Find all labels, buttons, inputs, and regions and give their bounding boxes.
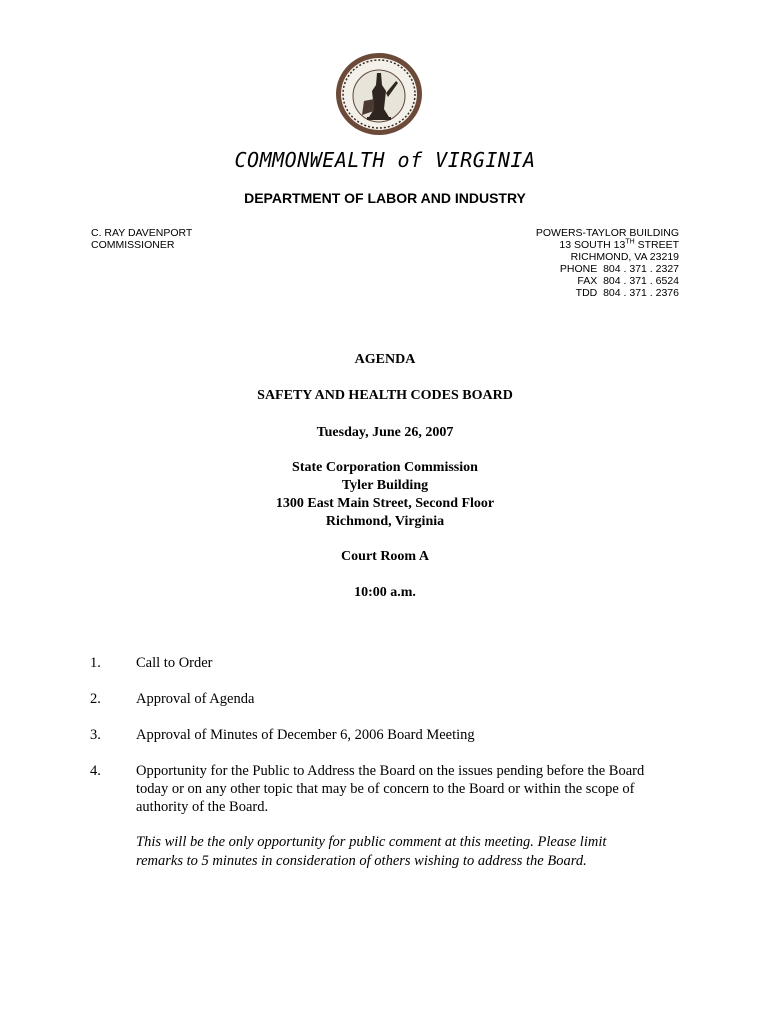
- agenda-item-text: Approval of Agenda: [136, 691, 255, 707]
- agenda-item-number: 1.: [90, 655, 101, 671]
- agenda-item-text: Opportunity for the Public to Address the Board on the issues pending before the Board today or on any other topic that may be of concern to the Board or within the scope of authority of the Board.: [136, 763, 645, 815]
- agenda-item-number: 4.: [90, 763, 101, 779]
- location-line: Richmond, Virginia: [325, 514, 445, 529]
- agenda-item-text: Call to Order: [136, 655, 213, 671]
- address-city: RICHMOND, VA 23219: [570, 251, 679, 263]
- meeting-room: Court Room A: [341, 549, 429, 564]
- commissioner-block: [91, 227, 192, 251]
- department-name: DEPARTMENT OF LABOR AND INDUSTRY: [244, 190, 526, 206]
- address-phone: PHONE 804 . 371 . 2327: [559, 263, 679, 275]
- agenda-item-number: 2.: [90, 691, 101, 707]
- street-name: STREET: [634, 239, 679, 251]
- meeting-time: 10:00 a.m.: [354, 585, 416, 600]
- public-comment-note: This will be the only opportunity for public comment at this meeting. Please limit remarks to 5 minutes in consideration of others wishing to address the Board.: [136, 834, 607, 869]
- address-block: [536, 227, 679, 299]
- agenda-heading: AGENDA: [354, 352, 416, 367]
- address-street: [536, 239, 679, 251]
- board-name: SAFETY AND HEALTH CODES BOARD: [257, 388, 513, 403]
- address-building: POWERS-TAYLOR BUILDING: [535, 227, 679, 239]
- address-fax: FAX 804 . 371 . 6524: [577, 275, 679, 287]
- location-line: Tyler Building: [341, 478, 429, 493]
- state-title: COMMONWEALTH of VIRGINIA: [234, 148, 536, 172]
- street-number: 13 SOUTH 13: [559, 239, 626, 251]
- agenda-item-number: 3.: [90, 727, 101, 743]
- location-line: 1300 East Main Street, Second Floor: [275, 496, 495, 511]
- meeting-location: [0, 459, 770, 531]
- street-superscript: TH: [625, 238, 635, 246]
- location-line: State Corporation Commission: [292, 460, 478, 475]
- address-tdd: TDD 804 . 371 . 2376: [575, 287, 679, 299]
- commissioner-title: COMMISSIONER: [91, 239, 175, 251]
- virginia-seal-icon: [334, 51, 424, 137]
- commissioner-name: C. RAY DAVENPORT: [91, 227, 193, 239]
- agenda-item-text: Approval of Minutes of December 6, 2006 Board Meeting: [136, 727, 475, 743]
- meeting-date: Tuesday, June 26, 2007: [316, 425, 454, 440]
